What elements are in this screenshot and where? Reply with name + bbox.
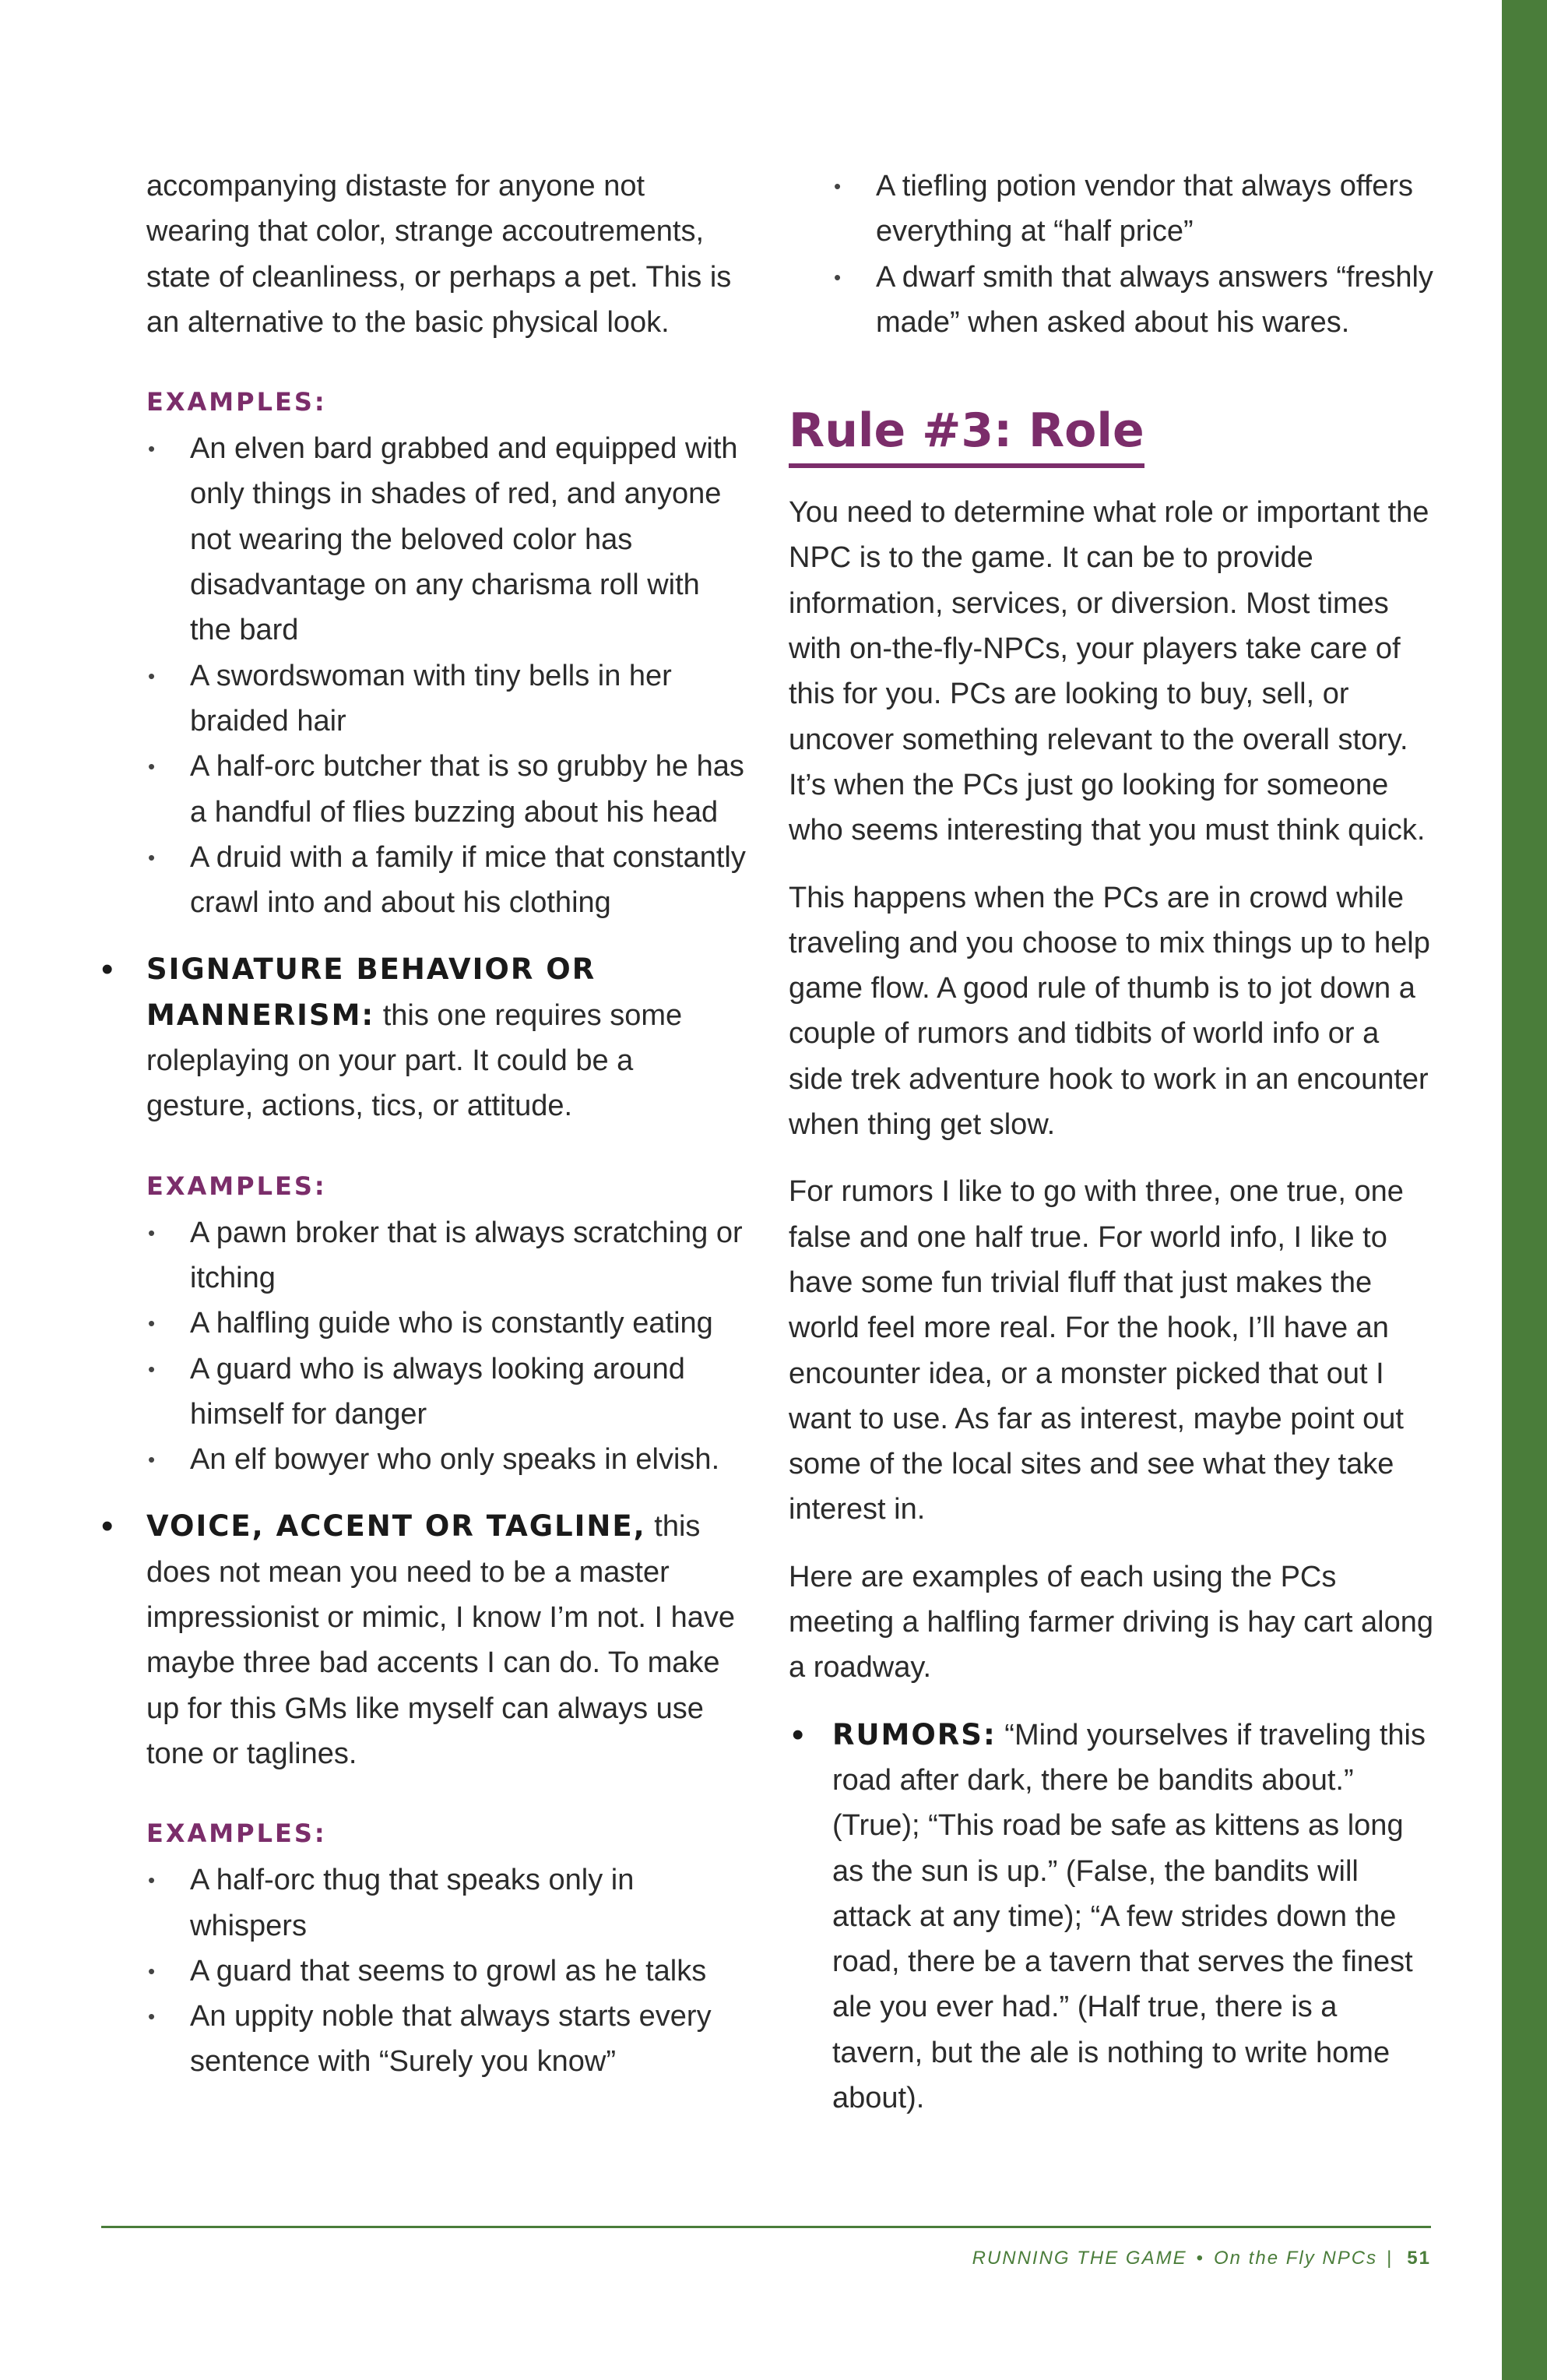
page-footer: [972, 2248, 1431, 2269]
list-item: • An uppity noble that always starts every sentence with “Surely you know”: [146, 1994, 746, 2085]
footer-chapter: On the Fly NPCs: [1214, 2248, 1378, 2269]
paragraph: Here are examples of each using the PCs meeting a halfling farmer driving is hay cart along a roadway.: [789, 1560, 1433, 1685]
paragraph: For rumors I like to go with three, one true, one false and one half true. For world info, I like to have some fun trivial fluff that just makes the world feel more real. For the hook, I’ll have an encounter idea, or a monster picked that out I want to use. As far as interest, maybe point out some of the local sites and see what they take interest in.: [789, 1175, 1404, 1526]
list-item: • A tiefling potion vendor that always offers everything at “half price”: [832, 164, 1435, 255]
examples-list-1: [146, 426, 746, 925]
rumors-text: “Mind yourselves if traveling this road after dark, there be bandits about.” (True); “This road be safe as kittens as long as the sun is up.” (False, the bandits will attack at any time); “A few strides down the road, there be a tavern that serves the finest ale you ever had.” (Half true, there is a tavern, but the ale is nothing to write home about).: [832, 1718, 1426, 2114]
right-column: [789, 164, 1435, 2121]
list-item: • A druid with a family if mice that constantly crawl into and about his clothing: [146, 835, 746, 926]
list-item: • A half-orc thug that speaks only in whispers: [146, 1857, 746, 1949]
signature-lead: SIGNATURE BEHAVIOR OR MANNERISM:: [146, 952, 596, 1032]
footer-dot: •: [1196, 2248, 1205, 2269]
rumors-item: [789, 1713, 1435, 2121]
list-item: • A halfling guide who is constantly eating: [146, 1301, 746, 1346]
examples-list-2: [146, 1210, 746, 1483]
footer-separator: |: [1387, 2248, 1394, 2269]
top-examples-list: [832, 164, 1435, 345]
signature-behavior-item: [98, 947, 746, 1128]
list-item: • A guard who is always looking around himself for danger: [146, 1347, 746, 1438]
examples-label-3: EXAMPLES:: [146, 1818, 327, 1849]
rumors-lead: RUMORS:: [832, 1717, 997, 1752]
examples-label-1: EXAMPLES:: [146, 387, 327, 417]
rumors-bullets: [789, 1713, 1435, 2121]
main-bullets-2: [98, 1504, 746, 1776]
intro-paragraph: accompanying distaste for anyone not wearing that color, strange accoutrements, state of cleanliness, or perhaps a pet. This is an alternative to the basic physical look.: [146, 170, 732, 339]
main-bullets-1: [98, 947, 746, 1128]
examples-list-3: [146, 1857, 746, 2084]
paragraph: You need to determine what role or important the NPC is to the game. It can be to provide information, services, or diversion. Most times with on-the-fly-NPCs, your players take care of this for you. PCs are looking to buy, sell, or uncover something relevant to the overall story. It’s when the PCs just go looking for someone who seems interesting that you must think quick.: [789, 496, 1429, 847]
voice-text: this does not mean you need to be a master impressionist or mimic, I know I’m not. I have maybe three bad accents I can do. To make up for this GMs like myself can always use tone or taglines.: [146, 1510, 735, 1770]
examples-label-2: EXAMPLES:: [146, 1171, 327, 1201]
signature-text: this one requires some roleplaying on your part. It could be a gesture, actions, tics, or attitude.: [146, 998, 683, 1123]
voice-lead: VOICE, ACCENT OR TAGLINE,: [146, 1509, 646, 1544]
list-item: • An elven bard grabbed and equipped with only things in shades of red, and anyone not wearing the beloved color has disadvantage on any charisma roll with the bard: [146, 426, 746, 653]
voice-accent-item: [98, 1504, 746, 1776]
list-item: • A guard that seems to growl as he talks: [146, 1949, 746, 1994]
list-item: • A half-orc butcher that is so grubby he has a handful of flies buzzing about his head: [146, 744, 746, 835]
list-item: • A dwarf smith that always answers “freshly made” when asked about his wares.: [832, 255, 1435, 346]
footer-section: RUNNING THE GAME: [972, 2248, 1187, 2269]
list-item: • A pawn broker that is always scratching or itching: [146, 1210, 746, 1301]
page-number: 51: [1407, 2248, 1431, 2269]
list-item: • An elf bowyer who only speaks in elvish.: [146, 1437, 746, 1482]
rule-3-heading: Rule #3: Role: [789, 400, 1144, 468]
green-side-bar: [1502, 0, 1547, 2380]
left-column: [146, 164, 746, 2085]
footer-divider: [101, 2226, 1431, 2228]
list-item: • A swordswoman with tiny bells in her braided hair: [146, 653, 746, 745]
paragraph: This happens when the PCs are in crowd while traveling and you choose to mix things up to help game flow. A good rule of thumb is to jot down a couple of rumors and tidbits of world info or a side trek adventure hook to work in an encounter when thing get slow.: [789, 881, 1430, 1142]
